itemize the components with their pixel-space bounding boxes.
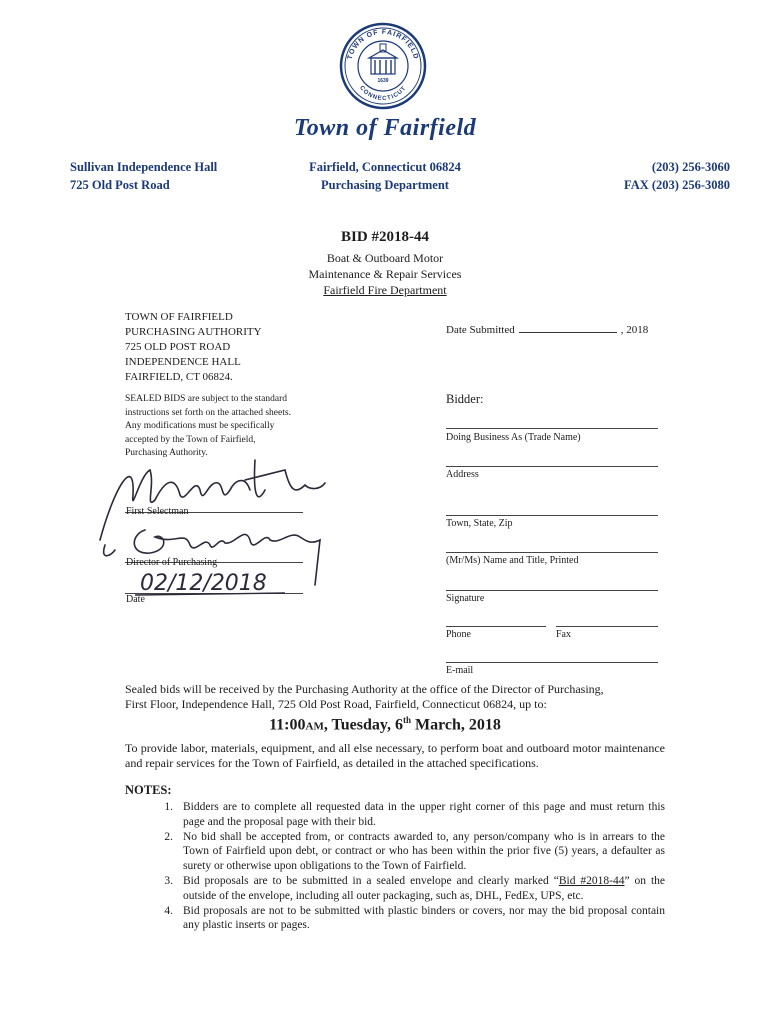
handwritten-signatures xyxy=(95,445,345,615)
note-text-part: ” on the outside of the envelope, including all outer packaging, such as, DHL, FedEx, UPS, etc. xyxy=(183,874,665,902)
dba-line[interactable] xyxy=(446,428,658,429)
note-bid-reference: Bid #2018-44 xyxy=(558,874,625,887)
fax-label: Fax xyxy=(556,629,571,640)
email-label: E-mail xyxy=(446,665,474,676)
date-submitted-label: Date Submitted xyxy=(446,324,515,336)
note-line: accepted by the Town of Fairfield, xyxy=(125,434,256,445)
director-label: Director of Purchasing xyxy=(126,557,218,568)
deadline-ampm: AM xyxy=(305,720,324,733)
hall-name: Sullivan Independence Hall xyxy=(70,160,218,174)
svg-text:CONNECTICUT: CONNECTICUT xyxy=(358,85,408,103)
note-line: instructions set forth on the attached sheets. xyxy=(125,407,291,418)
note-item xyxy=(125,830,665,874)
note-item xyxy=(125,874,665,904)
email-line[interactable] xyxy=(446,662,658,663)
header-right-block xyxy=(560,158,730,194)
note-text: No bid shall be accepted from, or contracts awarded to, any person/company who is in arrears to the Town of Fairfield upon debt, or contract or who has been within the prior five (5) years, a defaulter as surety or otherwise upon obligations to the Town of Fairfield. xyxy=(183,830,665,873)
bid-subtitle-2: Maintenance & Repair Services xyxy=(308,267,462,281)
name-title-label: (Mr/Ms) Name and Title, Printed xyxy=(446,555,579,566)
authority-line: FAIRFIELD, CT 06824. xyxy=(125,371,233,383)
signature-label: Signature xyxy=(446,593,485,604)
phone-label: Phone xyxy=(446,629,471,640)
date-submitted-field[interactable] xyxy=(446,322,648,336)
header-left-block xyxy=(70,158,217,194)
authority-address xyxy=(125,310,262,385)
address-label: Address xyxy=(446,469,479,480)
notes-heading: NOTES: xyxy=(125,783,172,797)
note-line: SEALED BIDS are subject to the standard xyxy=(125,394,287,404)
note-number: 2. xyxy=(164,830,173,843)
authority-line: PURCHASING AUTHORITY xyxy=(125,326,262,338)
note-text xyxy=(183,874,665,904)
town-title: Town of Fairfield xyxy=(293,115,477,141)
note-text-part: Bid proposals are to be submitted in a sealed envelope and clearly marked “ xyxy=(183,874,559,887)
date-label: Date xyxy=(126,594,145,605)
scope-paragraph: To provide labor, materials, equipment, and all else necessary, to perform boat and outboard motor maintenance and repair services for the Town of Fairfield, as detailed in the attached specifications. xyxy=(125,741,665,770)
note-number: 4. xyxy=(164,904,173,917)
note-number: 3. xyxy=(164,874,173,887)
bid-subtitle-1: Boat & Outboard Motor xyxy=(326,251,444,265)
bid-number: BID #2018-44 xyxy=(341,229,429,245)
hall-address: 725 Old Post Road xyxy=(70,178,170,192)
bid-department: Fairfield Fire Department xyxy=(323,283,447,297)
fax-number: FAX (203) 256-3080 xyxy=(624,178,730,192)
bidder-label: Bidder: xyxy=(446,392,484,406)
address-line[interactable] xyxy=(446,466,658,467)
sealed-bids-paragraph xyxy=(125,682,665,712)
note-line: Purchasing Authority. xyxy=(125,448,208,458)
note-text: Bid proposals are not to be submitted with plastic binders or covers, nor may the bid proposal contain any plastic inserts or pages. xyxy=(183,904,665,932)
phone-line[interactable] xyxy=(446,626,546,627)
note-item xyxy=(125,904,665,934)
deadline-day: , Tuesday, 6 xyxy=(323,716,403,734)
dba-label: Doing Business As (Trade Name) xyxy=(446,432,581,443)
paragraph-line: Sealed bids will be received by the Purchasing Authority at the office of the Director of Purchasing, xyxy=(125,682,604,696)
svg-text:TOWN OF FAIRFIELD: TOWN OF FAIRFIELD xyxy=(346,28,420,61)
signature-line[interactable] xyxy=(446,590,658,591)
town-line[interactable] xyxy=(446,515,658,516)
notes-list xyxy=(125,800,665,933)
first-selectman-label: First Selectman xyxy=(126,506,189,517)
authority-line: TOWN OF FAIRFIELD xyxy=(125,311,233,323)
department-name: Purchasing Department xyxy=(321,178,449,192)
note-number: 1. xyxy=(164,801,173,813)
deadline-ordinal: th xyxy=(403,715,412,725)
authority-line: 725 OLD POST ROAD xyxy=(125,341,231,353)
note-text: Bidders are to complete all requested data in the upper right corner of this page and must return this page and the proposal page with their bid. xyxy=(183,801,665,828)
date-submitted-blank[interactable] xyxy=(519,322,617,333)
name-title-line[interactable] xyxy=(446,552,658,553)
phone-number: (203) 256-3060 xyxy=(651,160,730,174)
header-center-block xyxy=(250,158,520,194)
handwritten-date: 02/12/2018 xyxy=(140,571,267,596)
deadline-time: 11:00 xyxy=(269,716,306,734)
svg-text:1639: 1639 xyxy=(377,78,389,84)
deadline-month-year: March, 2018 xyxy=(411,716,501,734)
fax-line[interactable] xyxy=(556,626,658,627)
city-state-zip: Fairfield, Connecticut 06824 xyxy=(309,160,461,174)
paragraph-line: First Floor, Independence Hall, 725 Old Post Road, Fairfield, Connecticut 06824, up to: xyxy=(125,697,547,711)
note-line: Any modifications must be specifically xyxy=(125,421,275,431)
note-item xyxy=(125,800,665,830)
authority-line: INDEPENDENCE HALL xyxy=(125,356,241,368)
bid-deadline xyxy=(0,715,770,734)
town-state-zip-label: Town, State, Zip xyxy=(446,518,513,529)
town-seal-logo xyxy=(339,22,427,110)
date-year: , 2018 xyxy=(620,324,649,336)
